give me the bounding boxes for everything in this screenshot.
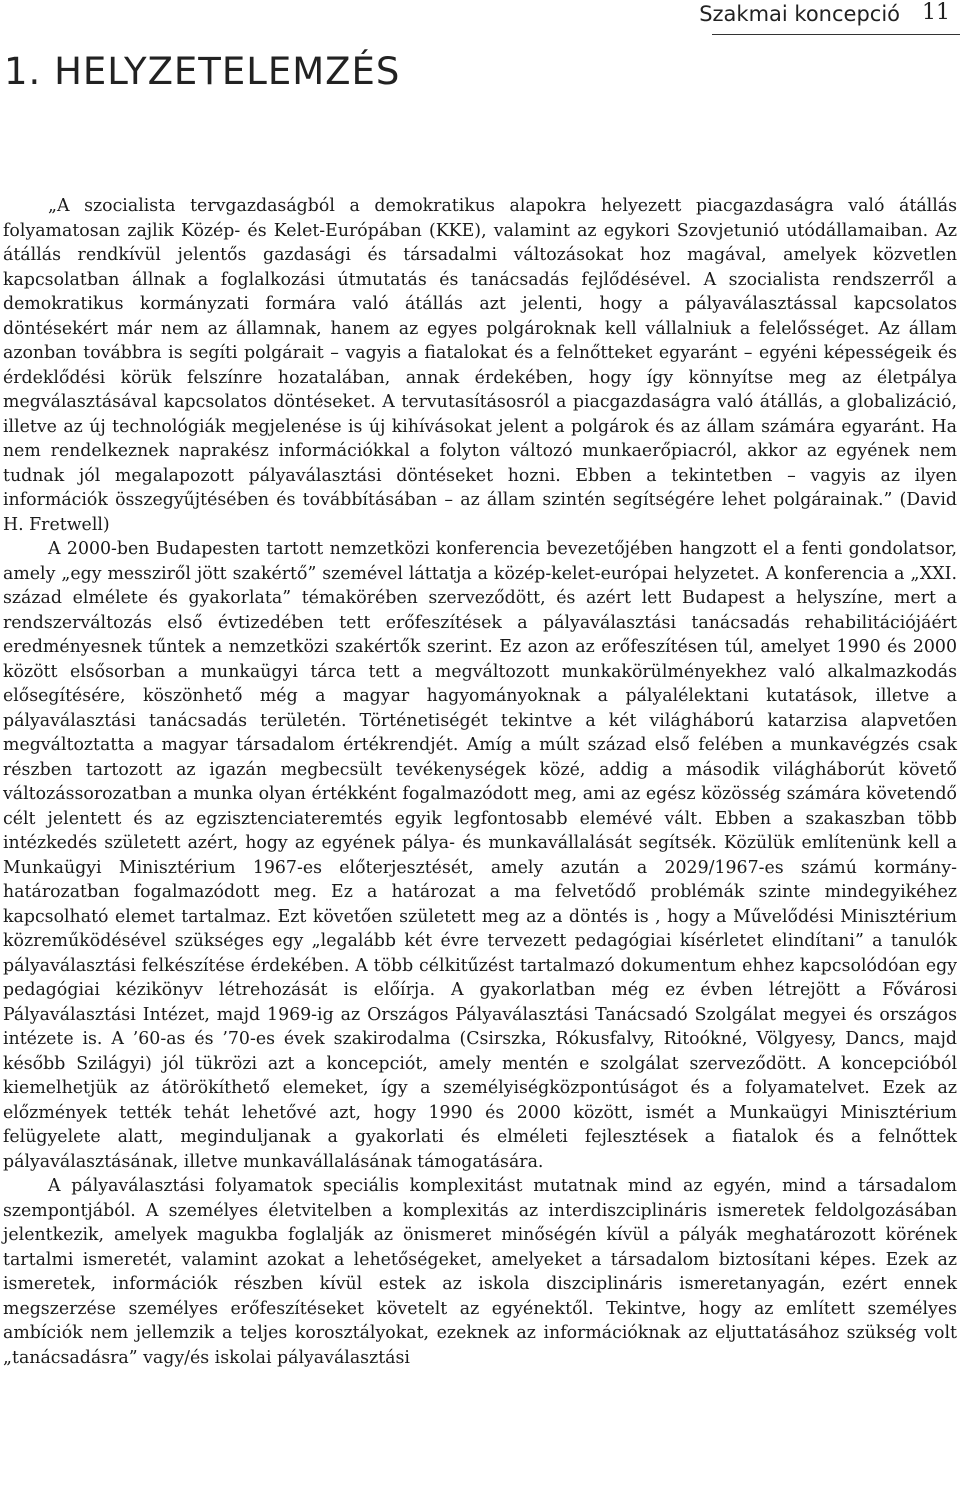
- paragraph-complexity: A pályaválasztási folyamatok speciális komplexitást mutatnak mind az egyén, mind a társadalom szempontjából. A személyes életvitelben a komplexitás az interdiszciplináris ismeretek feldolgozásában jelentkezik, amelyek magukba foglalják az önismeret minőségén kívül a pályák meghatározott körének tartalmi ismeretét, valamint azokat a lehetőségeket, amelyeket a társadalom biztosítani képes. Ezek az ismeretek, információk részben kívül estek az iskola diszciplináris ismeretanyagán, ezért ennek megszerzése személyes erőfeszítéseket követelt az egyénektől. Tekintve, hogy az említett személyes ambíciók nem jellemzik a teljes korosztályokat, ezeknek az információknak az eljuttatásához szükség volt „tanácsadásra” vagy/és iskolai pályaválasztási: [3, 1176, 957, 1368]
- running-title: Szakmai koncepció: [699, 2, 900, 26]
- paragraph-conference: A 2000-ben Budapesten tartott nemzetközi konferencia bevezetőjében hangzott el a fenti gondolatsor, amely „egy messziről jött szakértő” szemével láttatja a közép-kelet-európai helyzetet. A konferencia a „XXI. század elmélete és gyakorlata” témakörében szerveződött, és azért lett Budapest a helyszíne, mert a rendszerváltozás első évtizedében tett erőfeszítések a pályaválasztási tanácsadás rehabilitációjáért eredményesnek tűntek a nemzetközi szakértők szerint. Ez azon az erőfeszítésen túl, amelyet 1990 és 2000 között elsősorban a munkaügyi tárca tett a megváltozott munkakörülményekhez való alkalmazkodás elősegítésére, köszönhető még a magyar hagyományoknak a pályalélektani kutatások, illetve a pályaválasztási tanácsadás területén. Történetiségét tekintve a két világháború katarzisa alapvetően megváltoztatta a magyar társadalom értékrendjét. Amíg a múlt század első felében a munkavégzés csak részben tartozott az igazán megbecsült tevékenységek közé, addig a második világháborút követő változássorozatban a munka olyan értékként fogalmazódott meg, ami az egész közösség számára követendő célt jelentett és az egzisztenciateremtés egyik legfontosabb elemévé vált. Ebben a szakaszban több intézkedés született azért, hogy az egyének pálya- és munkavállalását segítsék. Közülük említenünk kell a Munkaügyi Minisztérium 1967-es előterjesztését, amely azután a 2029/1967-es számú kormány-határozatban fogalmazódott meg. Ez a határozat a ma felvetődő problémák szinte mindegyikéhez kapcsolható elemet tartalmaz. Ezt követően született meg az a döntés is , hogy a Művelődési Minisztérium közreműködésével szükséges egy „legalább két évre tervezett pedagógiai kísérletet elindítani” a tanulók pályaválasztási felkészítése érdekében. A több célkitűzést tartalmazó dokumentum ehhez kapcsolódóan egy pedagógiai kézikönyv létrehozását is előírja. A gyakorlatban még ez évben létrejött a Fővárosi Pályaválasztási Intézet, majd 1969-ig az Országos Pályaválasztási Tanácsadó Szolgálat megyei és országos intézete is. A ’60-as és ’70-es évek szakirodalma (Csirszka, Rókusfalvy, Ritoókné, Völgyesy, Dancs, majd később Szilágyi) jól tükrözi azt a koncepciót, amely mentén e szolgálat szerveződött. A koncepcióból kiemelhetjük az átörökíthető elemeket, így a személyiségközpontúságot és a folyamatelvet. Ezek az előzmények tették tehát lehetővé azt, hogy 1990 és 2000 között, ismét a Munkaügyi Minisztérium felügyelete alatt, meginduljanak a gyakorlati és elméleti fejlesztések a fiatalok és a felnőttek pályaválasztásának, illetve munkavállalásának támogatására.: [3, 539, 957, 1172]
- paragraph-quote: „A szocialista tervgazdaságból a demokratikus alapokra helyezett piacgazdaságra való átállás folyamatosan zajlik Közép- és Kelet-Európában (KKE), valamint az egykori Szovjetunió utódállamaiban. Az átállás rendkívül jelentős gazdasági és társadalmi változásokat hoz magával, amelyek közvetlen kapcsolatban állnak a foglalkozási útmutatás és tanácsadás fejlődésével. A szocialista rendszerről a demokratikus kormányzati formára való átállás azt jelenti, hogy a pályaválasztással kapcsolatos döntésekért már nem az államnak, hanem az egyes polgároknak kell vállalniuk a felelősséget. Az állam azonban továbbra is segíti polgárait – vagyis a fiatalokat és a felnőtteket egyaránt – egyéni képességeik és érdeklődési körük felszínre hozatalában, annak érdekében, hogy így könnyítse meg az életpálya megválasztásával kapcsolatos döntéseket. A tervutasításosról a piacgazdaságra való átállás, a globalizáció, illetve az új technológiák megjelenése is új kihívásokat jelent a polgárok és az állam számára egyaránt. Ha nem rendelkeznek naprakész információkkal a folyton változó munkaerőpiacról, akkor az egyének nem tudnak jól megalapozott pályaválasztási döntéseket hozni. Ebben a tekintetben – vagyis az ilyen információk összegyűjtésében és továbbításában – az állam szintén segítségére lehet polgárainak.” (David H. Fretwell): [3, 196, 957, 535]
- running-header: [0, 0, 960, 40]
- header-rule: [712, 34, 960, 35]
- body-text: [3, 194, 957, 1370]
- chapter-title: 1. HELYZETELEMZÉS: [4, 50, 401, 93]
- page-number: 11: [922, 0, 950, 25]
